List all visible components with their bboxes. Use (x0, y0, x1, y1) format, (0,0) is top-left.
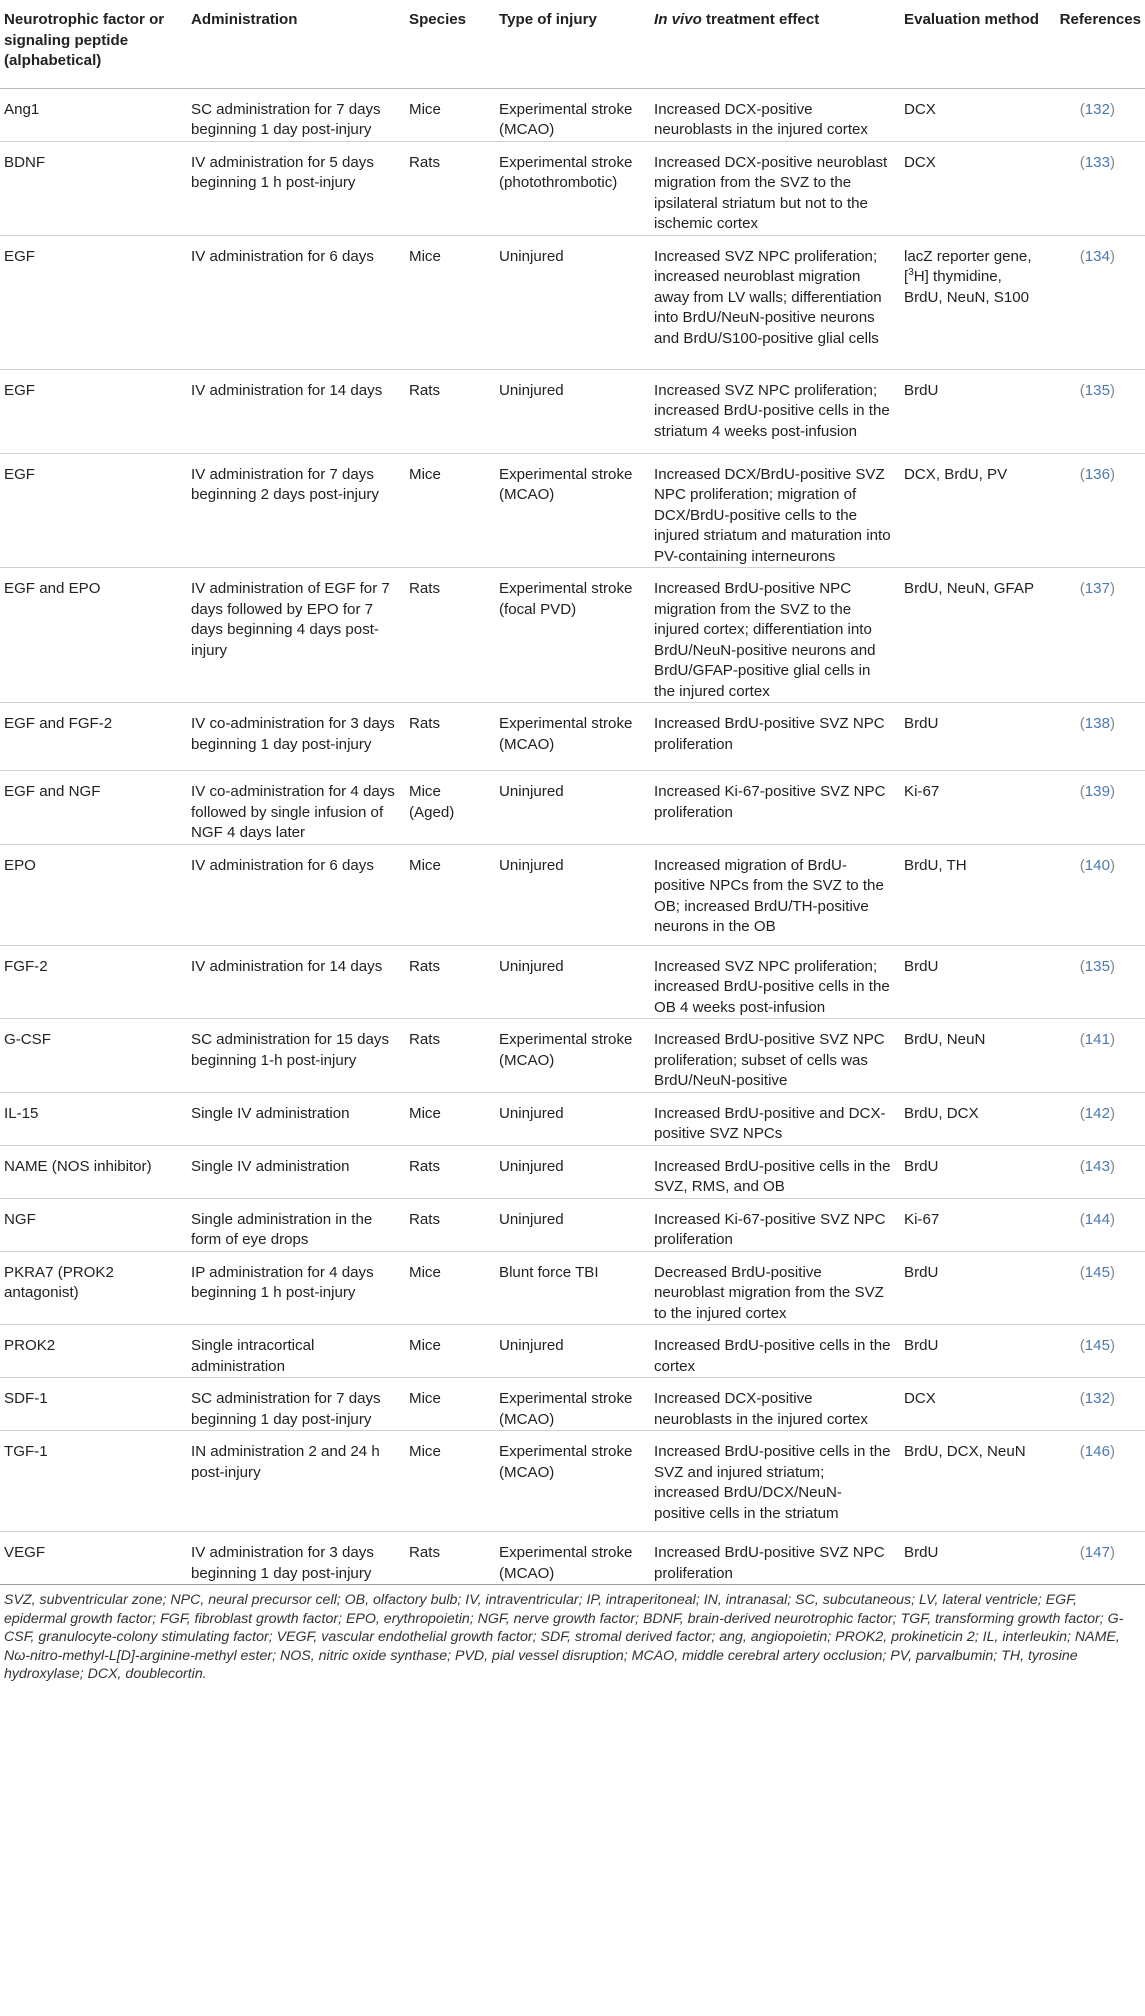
ref-close-paren: ) (1109, 783, 1115, 800)
ref-open-paren: ( (1079, 1390, 1085, 1407)
ref-close-paren: ) (1109, 247, 1115, 265)
cell-factor: PKRA7 (PROK2 antagonist) (0, 1251, 185, 1325)
cell-evaluation: BrdU, NeuN, GFAP (898, 568, 1048, 703)
cell-evaluation: Ki-67 (898, 1198, 1048, 1251)
reference-link[interactable]: 140 (1084, 856, 1110, 874)
reference-link[interactable]: 144 (1084, 1210, 1110, 1228)
cell-ref (1048, 1532, 1145, 1585)
ref-open-paren: ( (1079, 1443, 1085, 1460)
cell-factor: EGF (0, 235, 185, 369)
cell-administration: Single IV administration (185, 1092, 403, 1145)
header-row (0, 0, 1145, 88)
cell-administration: IV administration of EGF for 7 days followed by EPO for 7 days beginning 4 days post-injury (185, 568, 403, 703)
cell-factor: PROK2 (0, 1325, 185, 1378)
cell-ref (1048, 1145, 1145, 1198)
cell-factor: NAME (NOS inhibitor) (0, 1145, 185, 1198)
ref-open-paren: ( (1079, 465, 1085, 483)
cell-administration: SC administration for 7 days beginning 1 day post-injury (185, 88, 403, 141)
ref-open-paren: ( (1079, 1544, 1085, 1561)
reference-link[interactable]: 145 (1084, 1263, 1110, 1281)
cell-species: Rats (403, 703, 493, 771)
ref-open-paren: ( (1079, 1031, 1085, 1048)
cell-ref (1048, 235, 1145, 369)
ref-close-paren: ) (1109, 580, 1115, 597)
reference-link[interactable]: 136 (1084, 465, 1110, 483)
reference-link[interactable]: 132 (1084, 100, 1110, 118)
cell-effect: Increased Ki-67-positive SVZ NPC proliferation (648, 1198, 898, 1251)
cell-factor: EGF and EPO (0, 568, 185, 703)
cell-ref (1048, 369, 1145, 453)
cell-injury: Uninjured (493, 1325, 648, 1378)
ref-open-paren: ( (1079, 715, 1085, 732)
cell-evaluation: BrdU, NeuN (898, 1019, 1048, 1093)
ref-open-paren: ( (1079, 856, 1085, 874)
cell-injury: Experimental stroke (MCAO) (493, 1019, 648, 1093)
cell-effect: Increased BrdU-positive cells in the cortex (648, 1325, 898, 1378)
ref-close-paren: ) (1109, 1157, 1115, 1175)
table-row (0, 568, 1145, 703)
ref-close-paren: ) (1109, 1443, 1115, 1460)
cell-injury: Uninjured (493, 844, 648, 945)
header-species: Species (403, 0, 493, 88)
cell-administration: IV administration for 3 days beginning 1 day post-injury (185, 1532, 403, 1585)
table-row (0, 1251, 1145, 1325)
cell-factor: NGF (0, 1198, 185, 1251)
evaluation-text: lacZ reporter gene, [ (904, 247, 1032, 285)
evaluation-text: H] thymidine, BrdU, NeuN, S100 (904, 268, 1030, 306)
cell-ref (1048, 945, 1145, 1019)
table-row (0, 771, 1145, 845)
ref-close-paren: ) (1109, 856, 1115, 874)
table-row (0, 141, 1145, 235)
cell-evaluation: BrdU, DCX (898, 1092, 1048, 1145)
cell-species: Mice (403, 844, 493, 945)
table-row (0, 844, 1145, 945)
cell-evaluation: DCX (898, 141, 1048, 235)
ref-open-paren: ( (1079, 100, 1085, 118)
cell-ref (1048, 1431, 1145, 1532)
reference-link[interactable]: 139 (1084, 783, 1110, 800)
cell-ref (1048, 141, 1145, 235)
reference-link[interactable]: 146 (1084, 1443, 1110, 1460)
table-row (0, 1431, 1145, 1532)
reference-link[interactable]: 135 (1084, 957, 1110, 975)
cell-injury: Uninjured (493, 369, 648, 453)
cell-ref (1048, 1092, 1145, 1145)
ref-open-paren: ( (1079, 247, 1085, 265)
header-evaluation: Evaluation method (898, 0, 1048, 88)
cell-ref (1048, 568, 1145, 703)
ref-close-paren: ) (1109, 1337, 1115, 1354)
header-references: References (1048, 0, 1145, 88)
cell-administration: IV co-administration for 4 days followed by single infusion of NGF 4 days later (185, 771, 403, 845)
cell-effect: Increased BrdU-positive cells in the SVZ and injured striatum; increased BrdU/DCX/NeuN-positive cells in the striatum (648, 1431, 898, 1532)
cell-factor: IL-15 (0, 1092, 185, 1145)
table-row (0, 945, 1145, 1019)
cell-ref (1048, 844, 1145, 945)
cell-administration: IP administration for 4 days beginning 1 h post-injury (185, 1251, 403, 1325)
cell-injury: Experimental stroke (MCAO) (493, 1378, 648, 1431)
cell-injury: Experimental stroke (photothrombotic) (493, 141, 648, 235)
reference-link[interactable]: 147 (1084, 1544, 1110, 1561)
ref-open-paren: ( (1079, 381, 1085, 399)
cell-administration: IV administration for 5 days beginning 1 h post-injury (185, 141, 403, 235)
cell-administration: Single intracortical administration (185, 1325, 403, 1378)
table-row (0, 1019, 1145, 1093)
cell-factor: FGF-2 (0, 945, 185, 1019)
cell-injury: Experimental stroke (MCAO) (493, 703, 648, 771)
cell-evaluation: BrdU (898, 703, 1048, 771)
cell-species: Mice (403, 235, 493, 369)
cell-injury: Experimental stroke (MCAO) (493, 88, 648, 141)
table-row (0, 369, 1145, 453)
cell-evaluation: BrdU (898, 1145, 1048, 1198)
cell-evaluation: DCX, BrdU, PV (898, 453, 1048, 568)
reference-link[interactable]: 133 (1084, 153, 1110, 171)
cell-species: Mice (403, 1378, 493, 1431)
cell-injury: Uninjured (493, 945, 648, 1019)
cell-effect: Increased BrdU-positive NPC migration from the SVZ to the injured cortex; differentiation into BrdU/NeuN-positive neurons and BrdU/GFAP-positive glial cells in the injured cortex (648, 568, 898, 703)
cell-evaluation: BrdU, DCX, NeuN (898, 1431, 1048, 1532)
cell-species: Rats (403, 945, 493, 1019)
cell-injury: Experimental stroke (MCAO) (493, 1431, 648, 1532)
ref-close-paren: ) (1109, 381, 1115, 399)
cell-factor: TGF-1 (0, 1431, 185, 1532)
cell-administration: SC administration for 7 days beginning 1 day post-injury (185, 1378, 403, 1431)
cell-injury: Uninjured (493, 771, 648, 845)
header-factor: Neurotrophic factor or signaling peptide (alphabetical) (0, 0, 185, 88)
cell-evaluation (898, 235, 1048, 369)
cell-species: Mice (403, 1092, 493, 1145)
cell-injury: Uninjured (493, 1092, 648, 1145)
cell-species: Rats (403, 568, 493, 703)
ref-close-paren: ) (1109, 1031, 1115, 1048)
ref-open-paren: ( (1079, 1337, 1085, 1354)
cell-species: Rats (403, 1019, 493, 1093)
cell-effect: Increased SVZ NPC proliferation; increased BrdU-positive cells in the OB 4 weeks post-infusion (648, 945, 898, 1019)
cell-evaluation: Ki-67 (898, 771, 1048, 845)
cell-effect: Increased BrdU-positive SVZ NPC proliferation (648, 1532, 898, 1585)
cell-factor: EGF and NGF (0, 771, 185, 845)
cell-species: Rats (403, 1198, 493, 1251)
cell-effect: Decreased BrdU-positive neuroblast migration from the SVZ to the injured cortex (648, 1251, 898, 1325)
cell-evaluation: BrdU, TH (898, 844, 1048, 945)
cell-effect: Increased DCX/BrdU-positive SVZ NPC proliferation; migration of DCX/BrdU-positive cells to the injured striatum and maturation into PV-containing interneurons (648, 453, 898, 568)
ref-close-paren: ) (1109, 715, 1115, 732)
cell-injury: Uninjured (493, 1198, 648, 1251)
ref-close-paren: ) (1109, 100, 1115, 118)
table-row (0, 1145, 1145, 1198)
reference-link[interactable]: 138 (1084, 715, 1110, 732)
ref-open-paren: ( (1079, 957, 1085, 975)
reference-link[interactable]: 135 (1084, 381, 1110, 399)
cell-injury: Uninjured (493, 1145, 648, 1198)
cell-ref (1048, 1019, 1145, 1093)
cell-evaluation: DCX (898, 1378, 1048, 1431)
ref-open-paren: ( (1079, 783, 1085, 800)
ref-close-paren: ) (1109, 153, 1115, 171)
ref-open-paren: ( (1079, 153, 1085, 171)
cell-injury: Uninjured (493, 235, 648, 369)
cell-administration: SC administration for 15 days beginning 1-h post-injury (185, 1019, 403, 1093)
table-row (0, 1378, 1145, 1431)
header-effect-rest: treatment effect (701, 11, 820, 28)
cell-species: Rats (403, 141, 493, 235)
ref-close-paren: ) (1109, 1544, 1115, 1561)
cell-evaluation: BrdU (898, 1532, 1048, 1585)
cell-evaluation: DCX (898, 88, 1048, 141)
header-effect (648, 0, 898, 88)
table-row (0, 1532, 1145, 1585)
table-row (0, 1325, 1145, 1378)
cell-factor: BDNF (0, 141, 185, 235)
table-row (0, 88, 1145, 141)
cell-ref (1048, 1198, 1145, 1251)
ref-open-paren: ( (1079, 1263, 1085, 1281)
cell-species: Mice (403, 1431, 493, 1532)
reference-link[interactable]: 137 (1084, 580, 1110, 597)
cell-factor: SDF-1 (0, 1378, 185, 1431)
cell-injury: Experimental stroke (MCAO) (493, 453, 648, 568)
ref-close-paren: ) (1109, 465, 1115, 483)
cell-administration: IV administration for 14 days (185, 945, 403, 1019)
cell-administration: IV administration for 14 days (185, 369, 403, 453)
superscript: 3 (908, 266, 914, 278)
cell-species: Mice (403, 1251, 493, 1325)
cell-effect: Increased migration of BrdU-positive NPCs from the SVZ to the OB; increased BrdU/TH-positive neurons in the OB (648, 844, 898, 945)
cell-ref (1048, 453, 1145, 568)
reference-link[interactable]: 142 (1084, 1104, 1110, 1122)
table-header (0, 0, 1145, 88)
cell-species: Mice (403, 453, 493, 568)
cell-injury: Experimental stroke (MCAO) (493, 1532, 648, 1585)
cell-factor: EGF (0, 369, 185, 453)
cell-species: Mice (403, 88, 493, 141)
reference-link[interactable]: 134 (1084, 247, 1110, 265)
reference-link[interactable]: 132 (1084, 1390, 1110, 1407)
cell-effect: Increased BrdU-positive and DCX-positive SVZ NPCs (648, 1092, 898, 1145)
cell-species: Rats (403, 1532, 493, 1585)
cell-administration: IN administration 2 and 24 h post-injury (185, 1431, 403, 1532)
cell-effect: Increased DCX-positive neuroblasts in the injured cortex (648, 1378, 898, 1431)
cell-factor: G-CSF (0, 1019, 185, 1093)
cell-ref (1048, 1251, 1145, 1325)
cell-injury: Blunt force TBI (493, 1251, 648, 1325)
cell-administration: IV co-administration for 3 days beginning 1 day post-injury (185, 703, 403, 771)
cell-evaluation: BrdU (898, 1325, 1048, 1378)
ref-close-paren: ) (1109, 1263, 1115, 1281)
cell-evaluation: BrdU (898, 369, 1048, 453)
cell-administration: IV administration for 7 days beginning 2 days post-injury (185, 453, 403, 568)
table-row (0, 453, 1145, 568)
ref-open-paren: ( (1079, 1104, 1085, 1122)
ref-open-paren: ( (1079, 580, 1085, 597)
table-footnote: SVZ, subventricular zone; NPC, neural precursor cell; OB, olfactory bulb; IV, intraventricular; IP, intraperitoneal; IN, intranasal; SC, subcutaneous; LV, lateral ventricle; EGF, epidermal growth factor; FGF, fibroblast growth factor; EPO, erythropoietin; NGF, nerve growth factor; BDNF, brain-derived neurotrophic factor; TGF, transforming growth factor; G-CSF, granulocyte-colony stimulating factor; VEGF, vascular endothelial growth factor; SDF, stromal derived factor; ang, angiopoietin; PROK2, prokineticin 2; IL, interleukin; NAME, Nω-nitro-methyl-L[D]-arginine-methyl ester; NOS, nitric oxide synthase; PVD, pial vessel disruption; MCAO, middle cerebral artery occlusion; PV, parvalbumin; TH, tyrosine hydroxylase; DCX, doublecortin. (4, 1592, 1124, 1683)
cell-administration: IV administration for 6 days (185, 844, 403, 945)
cell-injury: Experimental stroke (focal PVD) (493, 568, 648, 703)
cell-effect: Increased SVZ NPC proliferation; increased BrdU-positive cells in the striatum 4 weeks post-infusion (648, 369, 898, 453)
cell-species: Rats (403, 1145, 493, 1198)
ref-close-paren: ) (1109, 1104, 1115, 1122)
cell-administration: Single administration in the form of eye drops (185, 1198, 403, 1251)
ref-open-paren: ( (1079, 1210, 1085, 1228)
header-effect-italic: In vivo (654, 11, 702, 28)
cell-effect: Increased SVZ NPC proliferation; increased neuroblast migration away from LV walls; differentiation into BrdU/NeuN-positive neurons and BrdU/S100-positive glial cells (648, 235, 898, 369)
table-row (0, 703, 1145, 771)
cell-effect: Increased DCX-positive neuroblasts in the injured cortex (648, 88, 898, 141)
cell-evaluation: BrdU (898, 1251, 1048, 1325)
cell-ref (1048, 771, 1145, 845)
ref-close-paren: ) (1109, 957, 1115, 975)
cell-administration: IV administration for 6 days (185, 235, 403, 369)
cell-factor: Ang1 (0, 88, 185, 141)
cell-species: Mice (403, 1325, 493, 1378)
ref-open-paren: ( (1079, 1157, 1085, 1175)
cell-species: Mice (Aged) (403, 771, 493, 845)
table-body (0, 88, 1145, 1585)
cell-evaluation: BrdU (898, 945, 1048, 1019)
cell-ref (1048, 88, 1145, 141)
reference-link[interactable]: 145 (1084, 1337, 1110, 1354)
header-administration: Administration (185, 0, 403, 88)
cell-effect: Increased DCX-positive neuroblast migration from the SVZ to the ipsilateral striatum but not to the ischemic cortex (648, 141, 898, 235)
cell-species: Rats (403, 369, 493, 453)
table-row (0, 1092, 1145, 1145)
reference-link[interactable]: 141 (1084, 1031, 1110, 1048)
cell-effect: Increased Ki-67-positive SVZ NPC proliferation (648, 771, 898, 845)
header-injury: Type of injury (493, 0, 648, 88)
cell-factor: VEGF (0, 1532, 185, 1585)
table-row (0, 235, 1145, 369)
cell-ref (1048, 1325, 1145, 1378)
cell-administration: Single IV administration (185, 1145, 403, 1198)
cell-effect: Increased BrdU-positive cells in the SVZ, RMS, and OB (648, 1145, 898, 1198)
cell-effect: Increased BrdU-positive SVZ NPC proliferation; subset of cells was BrdU/NeuN-positive (648, 1019, 898, 1093)
cell-factor: EGF and FGF-2 (0, 703, 185, 771)
table-row (0, 1198, 1145, 1251)
ref-close-paren: ) (1109, 1210, 1115, 1228)
cell-effect: Increased BrdU-positive SVZ NPC proliferation (648, 703, 898, 771)
cell-ref (1048, 703, 1145, 771)
cell-ref (1048, 1378, 1145, 1431)
reference-link[interactable]: 143 (1084, 1157, 1110, 1175)
ref-close-paren: ) (1109, 1390, 1115, 1407)
cell-factor: EPO (0, 844, 185, 945)
cell-factor: EGF (0, 453, 185, 568)
